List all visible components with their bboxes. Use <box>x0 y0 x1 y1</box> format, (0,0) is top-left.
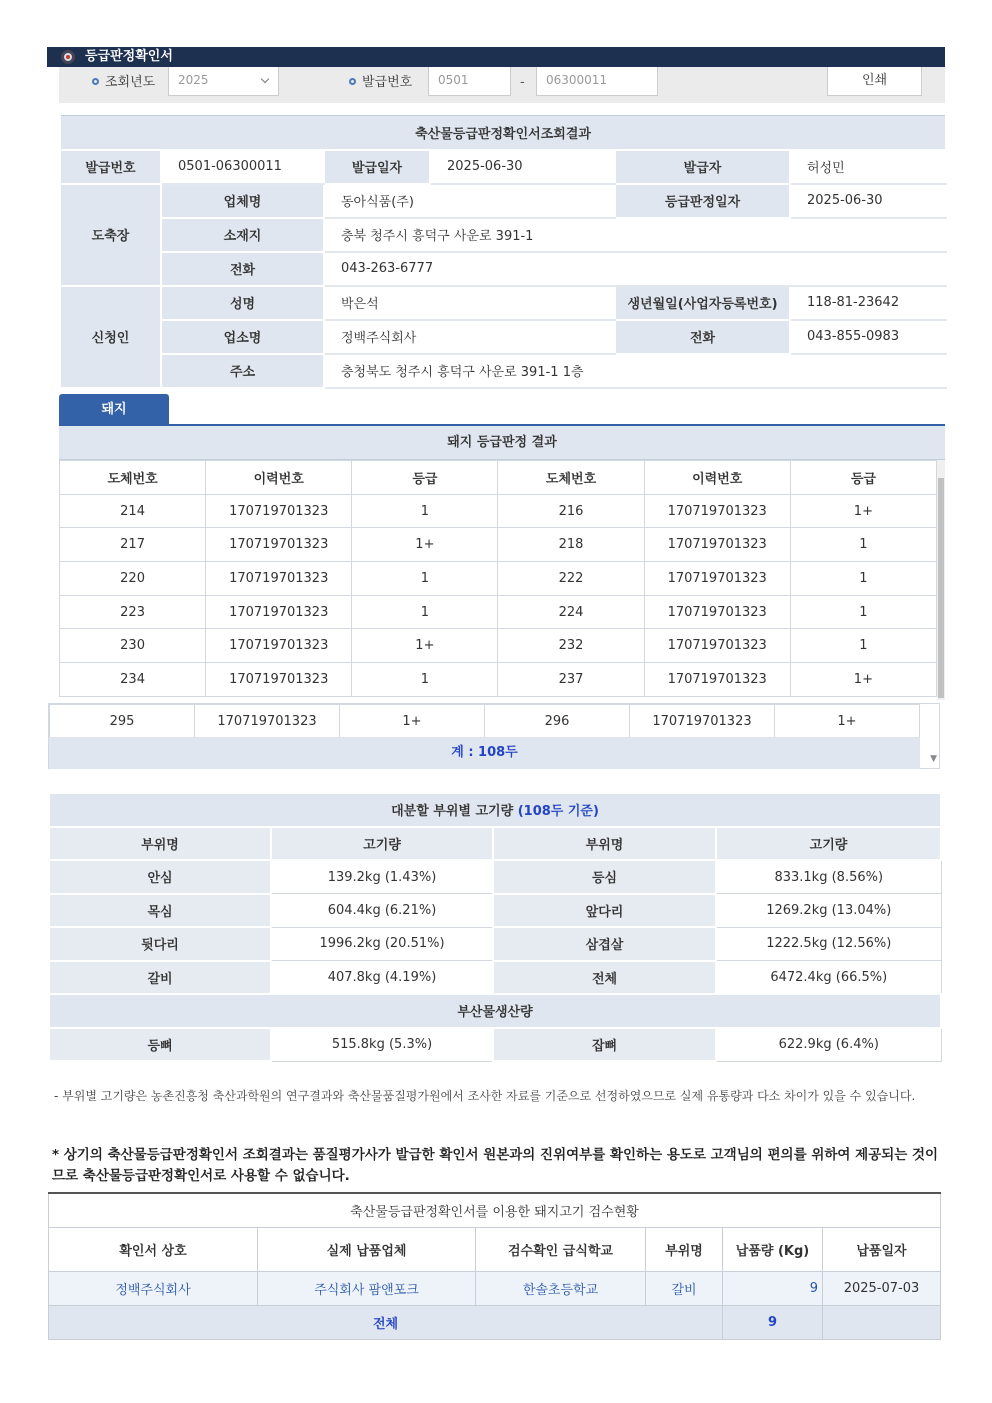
cut-amount: 1222.5kg (12.56%) <box>716 927 941 961</box>
table-row <box>49 961 941 995</box>
table-cell: 1+ <box>352 629 498 663</box>
table-cell: 1 <box>790 562 936 596</box>
cut-amount: 1996.2kg (20.51%) <box>271 927 493 961</box>
table-row <box>60 629 937 663</box>
table-cell: 234 <box>60 663 206 697</box>
table-cell: 1 <box>352 663 498 697</box>
pig-results-table <box>59 460 937 697</box>
column-header: 도체번호 <box>498 461 644 495</box>
table-row <box>60 528 937 562</box>
table-cell: 170719701323 <box>206 562 352 596</box>
table-row <box>60 595 937 629</box>
bizno-value: 118-81-23642 <box>790 286 946 320</box>
inspection-total-value: 9 <box>723 1305 823 1339</box>
table-cell: 정백주식회사 <box>49 1271 258 1305</box>
issuer-value: 허성민 <box>790 150 946 184</box>
table-cell: 1+ <box>790 494 936 528</box>
company-label: 업체명 <box>161 184 324 218</box>
address-label: 주소 <box>161 354 324 388</box>
bullet-icon <box>349 78 356 85</box>
table-cell: 9 <box>723 1271 823 1305</box>
location-value: 충북 청주시 흥덕구 사운로 391-1 <box>324 218 946 252</box>
phone-value: 043-263-6777 <box>324 252 946 286</box>
yield-note: - 부위별 고기량은 농촌진흥청 축산과학원의 연구결과와 축산물품질평가원에서 조사한 자료를 기준으로 선정하였으므로 실제 유통량과 다소 차이가 있을 수 있습니다. <box>54 1089 916 1103</box>
cut-amount: 407.8kg (4.19%) <box>271 961 493 995</box>
column-header: 이력번호 <box>206 461 352 495</box>
table-row <box>60 494 937 528</box>
column-header: 고기량 <box>716 827 941 861</box>
print-button[interactable]: 인쇄 <box>827 67 922 96</box>
table-cell: 170719701323 <box>644 528 790 562</box>
table-cell: 232 <box>498 629 644 663</box>
table-cell: 주식회사 팜앤포크 <box>258 1271 476 1305</box>
cut-amount: 6472.4kg (66.5%) <box>716 961 941 995</box>
table-cell: 1 <box>790 528 936 562</box>
table-cell: 1+ <box>775 705 920 738</box>
cut-name: 앞다리 <box>493 894 716 928</box>
name-value: 박은석 <box>324 286 615 320</box>
shop-label: 업소명 <box>161 320 324 354</box>
cut-amount: 604.4kg (6.21%) <box>271 894 493 928</box>
applicant-label: 신청인 <box>60 286 161 388</box>
issue-date-label: 발급일자 <box>324 150 430 184</box>
table-cell: 170719701323 <box>630 705 775 738</box>
yield-caption: 대분할 부위별 고기량 (108두 기준) <box>49 793 941 827</box>
issue-number-label: 발급번호 <box>349 71 412 95</box>
column-header: 등급 <box>352 461 498 495</box>
table-cell: 170719701323 <box>206 595 352 629</box>
page-title: 등급판정확인서 <box>85 49 173 64</box>
inspection-table <box>48 1192 941 1340</box>
column-header: 실제 납품업체 <box>258 1227 476 1271</box>
location-label: 소재지 <box>161 218 324 252</box>
table-cell: 170719701323 <box>206 629 352 663</box>
cut-amount: 1269.2kg (13.04%) <box>716 894 941 928</box>
table-cell: 170719701323 <box>195 705 340 738</box>
column-header: 등급 <box>790 461 936 495</box>
pig-results-bottom <box>48 703 940 769</box>
table-cell: 170719701323 <box>644 595 790 629</box>
cut-name: 전체 <box>493 961 716 995</box>
column-header: 납품일자 <box>823 1227 941 1271</box>
table-row <box>49 860 941 894</box>
issue-date-value: 2025-06-30 <box>430 150 615 184</box>
table-cell: 1 <box>790 629 936 663</box>
table-cell: 170719701323 <box>644 663 790 697</box>
name-label: 성명 <box>161 286 324 320</box>
inspection-caption: 축산물등급판정확인서를 이용한 돼지고기 검수현황 <box>49 1193 941 1227</box>
usage-warning: * 상기의 축산물등급판정확인서 조회결과는 품질평가사가 발급한 확인서 원본과의 진위여부를 확인하는 용도로 고객님의 편의를 위하여 제공되는 것이므로 축산물등급판정확인서로 사용할 수 없습니다. <box>52 1147 939 1184</box>
table-cell: 1 <box>352 562 498 596</box>
table-cell: 1 <box>790 595 936 629</box>
issue-prefix-input[interactable]: 0501 <box>428 67 511 96</box>
scroll-down-arrow-icon[interactable]: ▼ <box>930 754 937 764</box>
table-cell: 1+ <box>340 705 485 738</box>
table-row <box>49 927 941 961</box>
inspection-total-row <box>49 1305 941 1339</box>
window-title-bar <box>47 47 945 67</box>
table-cell: 216 <box>498 494 644 528</box>
table-cell: 217 <box>60 528 206 562</box>
column-header: 이력번호 <box>644 461 790 495</box>
byproduct-amount: 622.9kg (6.4%) <box>716 1028 941 1062</box>
cut-amount: 833.1kg (8.56%) <box>716 860 941 894</box>
table-cell: 2025-07-03 <box>823 1271 941 1305</box>
year-select[interactable]: 2025 <box>168 67 279 96</box>
pig-results-caption: 돼지 등급판정 결과 <box>59 426 945 460</box>
pig-total: 계 : 108두 <box>49 737 920 769</box>
year-label: 조회년도 <box>92 71 155 95</box>
grading-date-value: 2025-06-30 <box>790 184 946 218</box>
inspection-total-label: 전체 <box>49 1305 723 1339</box>
table-row <box>60 562 937 596</box>
table-row <box>49 1028 941 1062</box>
cut-name: 갈비 <box>49 961 271 995</box>
byproduct-amount: 515.8kg (5.3%) <box>271 1028 493 1062</box>
table-cell: 170719701323 <box>644 562 790 596</box>
grading-date-label: 등급판정일자 <box>615 184 790 218</box>
certificate-info-table <box>59 115 947 389</box>
address-value: 충청북도 청주시 흥덕구 사운로 391-1 1층 <box>324 354 946 388</box>
cut-amount: 139.2kg (1.43%) <box>271 860 493 894</box>
cut-name: 삼겹살 <box>493 927 716 961</box>
table-cell: 1+ <box>352 528 498 562</box>
byproduct-caption: 부산물생산량 <box>49 994 941 1028</box>
cut-name: 목심 <box>49 894 271 928</box>
app-logo-icon <box>61 50 75 64</box>
info-caption: 축산물등급판정확인서조회결과 <box>60 116 946 150</box>
table-row <box>49 894 941 928</box>
pig-results-last-row <box>49 704 920 738</box>
chevron-down-icon <box>261 75 269 83</box>
issue-no-value: 0501-06300011 <box>161 150 324 184</box>
table-cell: 170719701323 <box>644 629 790 663</box>
yield-basis: (108두 기준) <box>517 804 599 820</box>
cut-name: 안심 <box>49 860 271 894</box>
tab-pig[interactable]: 돼지 <box>59 394 169 425</box>
table-cell: 170719701323 <box>206 663 352 697</box>
table-row <box>60 663 937 697</box>
table-cell: 296 <box>485 705 630 738</box>
table-cell: 1 <box>352 595 498 629</box>
cut-name: 뒷다리 <box>49 927 271 961</box>
table-cell <box>823 1305 941 1339</box>
issue-number-input[interactable]: 06300011 <box>536 67 658 96</box>
byproduct-name: 잡뼈 <box>493 1028 716 1062</box>
table-cell: 170719701323 <box>206 494 352 528</box>
column-header: 부위명 <box>493 827 716 861</box>
cut-name: 등심 <box>493 860 716 894</box>
table-cell: 224 <box>498 595 644 629</box>
bizno-label: 생년월일(사업자등록번호) <box>615 286 790 320</box>
column-header: 확인서 상호 <box>49 1227 258 1271</box>
table-cell: 237 <box>498 663 644 697</box>
table-cell: 220 <box>60 562 206 596</box>
table-row <box>50 705 920 738</box>
cut-yield-table <box>48 792 942 1062</box>
table-cell: 1+ <box>790 663 936 697</box>
table-cell: 230 <box>60 629 206 663</box>
byproduct-name: 등뼈 <box>49 1028 271 1062</box>
column-header: 도체번호 <box>60 461 206 495</box>
bullet-icon <box>92 78 99 85</box>
issuer-label: 발급자 <box>615 150 790 184</box>
table-cell: 218 <box>498 528 644 562</box>
search-bar <box>59 67 945 103</box>
phone-label: 전화 <box>161 252 324 286</box>
column-header: 부위명 <box>646 1227 723 1271</box>
table-cell: 갈비 <box>646 1271 723 1305</box>
table-cell: 170719701323 <box>644 494 790 528</box>
table-cell: 170719701323 <box>206 528 352 562</box>
table-cell: 214 <box>60 494 206 528</box>
issue-no-label: 발급번호 <box>60 150 161 184</box>
table-row <box>49 1271 941 1305</box>
shop-value: 정백주식회사 <box>324 320 615 354</box>
table-cell: 1 <box>352 494 498 528</box>
table-scrollbar[interactable] <box>937 460 945 700</box>
column-header: 납품량 (Kg) <box>723 1227 823 1271</box>
slaughterhouse-label: 도축장 <box>60 184 161 286</box>
table-cell: 295 <box>50 705 195 738</box>
applicant-phone-value: 043-855-0983 <box>790 320 946 354</box>
table-cell: 222 <box>498 562 644 596</box>
applicant-phone-label: 전화 <box>615 320 790 354</box>
scrollbar-thumb[interactable] <box>938 478 944 698</box>
issue-separator: - <box>520 75 525 90</box>
table-cell: 223 <box>60 595 206 629</box>
column-header: 고기량 <box>271 827 493 861</box>
column-header: 검수확인 급식학교 <box>476 1227 646 1271</box>
company-value: 동아식품(주) <box>324 184 615 218</box>
table-cell: 한솔초등학교 <box>476 1271 646 1305</box>
column-header: 부위명 <box>49 827 271 861</box>
